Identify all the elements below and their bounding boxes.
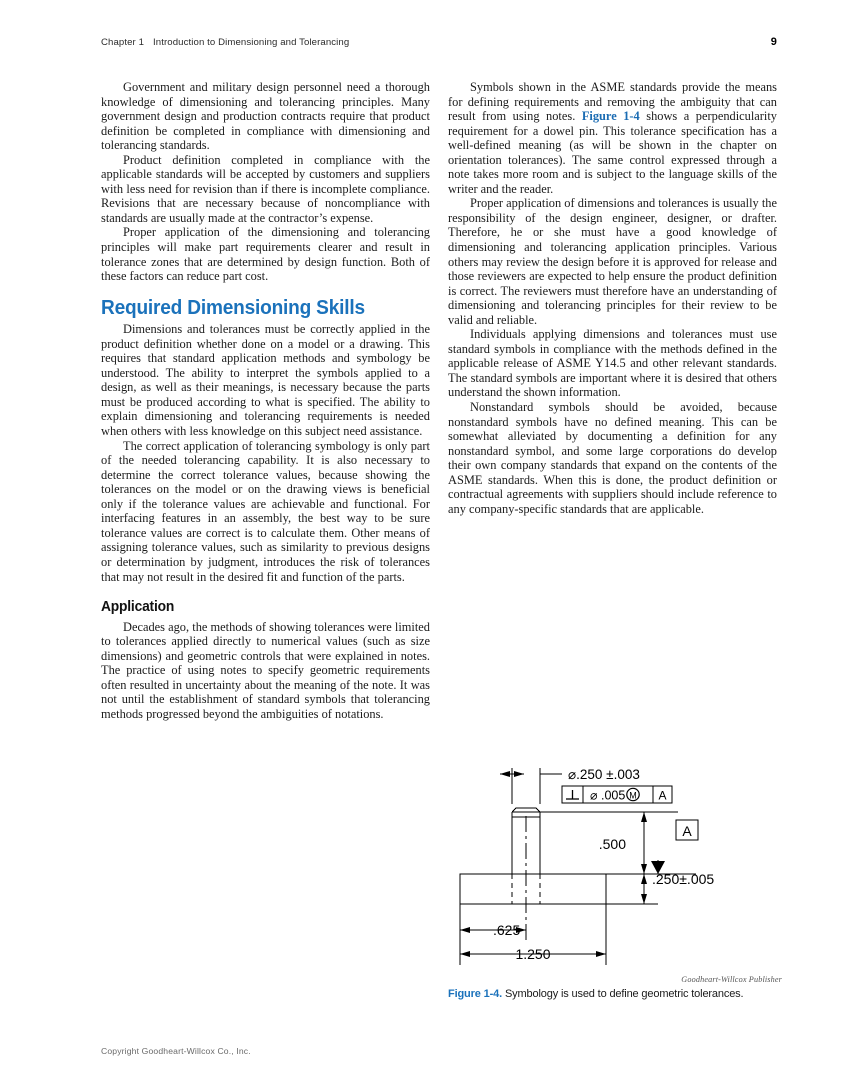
figure-drawing <box>448 760 788 975</box>
arrow-left-diameter <box>500 771 510 777</box>
figure-cross-reference-link[interactable]: Figure 1-4 <box>581 109 640 124</box>
base-plate-outline <box>460 874 606 904</box>
arrow-right-1250 <box>596 951 606 957</box>
fcf-modifier-text: M <box>629 790 637 801</box>
arrow-up-thickness <box>641 894 647 904</box>
footer-copyright: Copyright Goodheart-Willcox Co., Inc. <box>101 1046 251 1056</box>
width-dimension-text: 1.250 <box>515 946 551 962</box>
arrow-down-height <box>641 864 647 874</box>
paragraph-text-after-xref: shows a perpendicularity requirement for a dowel pin. This tolerance specification has a well-defined meaning (as will be shown in the chapter on orientation tolerances). The same control expressed through a note takes more room and is subject to the language skills of the writer and the reader. <box>448 109 778 196</box>
section-heading-required-dimensioning-skills: Required Dimensioning Skills <box>101 295 365 319</box>
paragraph: Dimensions and tolerances must be correctly applied in the product definition whether done on a model or a drawing. This requires that standard application methods and symbology be understood. The ability to interpret the symbols applied to a design, as well as their meanings, is necessary because the parts must be produced according to what is specified. The ability to explain dimensioning and tolerancing requirements is needed when others with less knowledge on this subject need assistance. <box>101 322 430 439</box>
paragraph: Product definition completed in compliance with the applicable standards will be accepted by customers and suppliers with less need for revision than if there is incomplete compliance. Revisions that are necessary because of noncompliance with standards are usually made at the contractor’s expense. <box>101 152 430 225</box>
technical-drawing-svg <box>448 760 788 975</box>
running-head <box>101 36 777 48</box>
diameter-dimension-text: ⌀.250 ±.003 <box>568 767 640 782</box>
right-column <box>448 80 777 516</box>
paragraph: The correct application of tolerancing symbology is only part of the needed tolerancing capability. It is also necessary to determine the correct tolerance values, because showing the tolerances on the model or on the drawing views is beneficial only if the tolerance values are achievable and functional. For interfacing features in an assembly, the best way to be sure tolerance values are correct is to calculate them. Other means of assigning tolerance values, such as similarity to previous designs or determination by judgment, introduces the risk of tolerances that may not result in the desired fit and function of the parts. <box>101 438 430 584</box>
arrow-left-1250 <box>460 951 470 957</box>
figure-caption <box>448 987 788 1001</box>
page-number: 9 <box>770 36 777 48</box>
paragraph-text-before-xref: Symbols shown in the ASME standards provide the means for defining requirements and removing the ambiguity that can result from using notes. <box>448 80 777 124</box>
arrow-up-height <box>641 812 647 822</box>
fcf-tolerance-text: ⌀ .005 <box>590 788 626 803</box>
subsection-heading-application: Application <box>101 598 175 616</box>
running-head-left <box>101 37 349 48</box>
thickness-dimension-text: .250±.005 <box>652 871 715 887</box>
left-column <box>101 80 430 721</box>
paragraph: Nonstandard symbols should be avoided, because nonstandard symbols have no defined meaning. This can be somewhat alleviated by documenting a definition for any nonstandard symbol, and some large corporations do develop their own company standards that expand on the contents of the ASME standards. When this is done, the product definition or contractual agreements with suppliers should include reference to any company-specific standards that are applicable. <box>448 400 777 516</box>
height-dimension-text: .500 <box>598 836 626 852</box>
arrow-down-thickness <box>641 874 647 884</box>
figure-caption-text: Symbology is used to define geometric tolerances. <box>504 988 744 1000</box>
arrow-right-diameter <box>514 771 524 777</box>
paragraph-with-figure-reference <box>448 80 777 196</box>
fcf-datum-text: A <box>658 788 667 803</box>
chapter-title: Introduction to Dimensioning and Tolerancing <box>153 37 350 48</box>
figure-credit: Goodheart-Willcox Publisher <box>681 975 782 984</box>
paragraph: Government and military design personnel need a thorough knowledge of dimensioning and tolerancing principles. Many government design and production contracts require that product definition be completed in compliance with dimensioning and tolerancing standards. <box>101 80 430 153</box>
paragraph: Decades ago, the methods of showing tolerances were limited to tolerances applied directly to numerical values (such as size dimensions) and geometric controls that were explained in notes. The practice of using notes to specify geometric requirements often resulted in uncertainty about the meaning of the note. It was not until the establishment of standard symbols that tolerancing methods progressed beyond the ambiguities of notations. <box>101 619 430 721</box>
half-width-dimension-text: .625 <box>493 922 521 938</box>
paragraph: Proper application of dimensions and tolerances is usually the responsibility of the design engineer, designer, or drafter. Therefore, he or she must have a good knowledge of dimensioning and tolerancing application principles. Various others may review the design before it is approved for release and those reviewers are expected to help ensure the product definition is correct. The reviewers must therefore have an understanding of dimensioning and tolerancing principles for their review to be valid and reliable. <box>448 196 777 327</box>
paragraph: Individuals applying dimensions and tolerances must use standard symbols in compliance with the methods defined in the applicable release of ASME Y14.5 and other relevant standards. The standard symbols are important where it is desired that others understand the shown information. <box>448 327 777 400</box>
paragraph: Proper application of the dimensioning and tolerancing principles will make part requirements clearer and result in tolerance zones that are determined by design function. Both of these factors can reduce part cost. <box>101 225 430 284</box>
arrow-left-625 <box>460 927 470 933</box>
figure-1-4 <box>448 760 788 1001</box>
datum-label-text: A <box>682 823 692 839</box>
perpendicularity-symbol-glyph <box>566 790 579 799</box>
figure-number: Figure 1-4. <box>448 988 502 1000</box>
chapter-number: Chapter 1 <box>101 37 145 48</box>
